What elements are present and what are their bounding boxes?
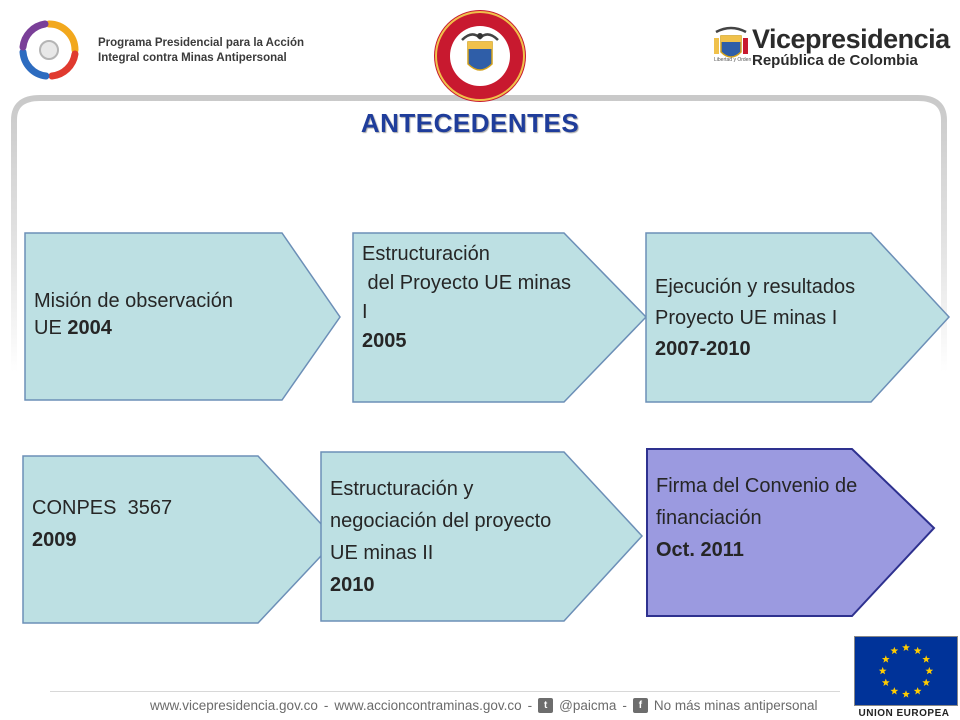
step-2-year: 2005 <box>362 330 407 352</box>
republic-seal-icon <box>432 8 528 104</box>
step-3-line-1: Ejecución y resultados <box>655 276 856 298</box>
paicma-logo <box>18 20 80 80</box>
footer-separator: - <box>527 698 533 713</box>
step-5-year: 2010 <box>330 574 375 596</box>
step-5-line-3: UE minas II <box>330 542 434 564</box>
footer-facebook-page[interactable]: No más minas antipersonal <box>653 698 818 713</box>
step-5-line-1: Estructuración y <box>330 478 474 500</box>
twitter-icon: t <box>538 698 553 713</box>
step-4-year: 2009 <box>32 529 77 551</box>
program-line-2: Integral contra Minas Antipersonal <box>98 52 287 64</box>
eu-flag-icon <box>854 636 958 706</box>
step-2-line-3: I <box>362 301 368 323</box>
step-1-year: 2004 <box>67 317 112 339</box>
step-4-line-1: CONPES 3567 <box>32 497 173 519</box>
footer-site-accioncontraminas[interactable]: www.accioncontraminas.gov.co <box>334 698 522 713</box>
footer-twitter-handle[interactable]: @paicma <box>559 698 617 713</box>
footer-separator: - <box>622 698 627 713</box>
footer-site-vicepresidencia[interactable]: www.vicepresidencia.gov.co <box>150 698 318 713</box>
step-mision-2004 <box>24 232 342 402</box>
eu-caption: UNION EUROPEA <box>858 708 950 719</box>
facebook-icon: f <box>633 698 648 713</box>
step-estructuracion-2005 <box>352 232 648 404</box>
program-line-1: Programa Presidencial para la Acción <box>98 37 305 49</box>
program-name <box>98 36 304 66</box>
step-ejecucion-2007-2010 <box>645 232 951 404</box>
step-6-line-1: Firma del Convenio de <box>656 475 858 497</box>
footer-links <box>150 698 817 713</box>
vice-subtitle: República de Colombia <box>752 52 918 69</box>
step-conpes-2009 <box>22 455 338 625</box>
step-6-date: Oct. 2011 <box>656 539 744 561</box>
step-1-bold-prefix: UE <box>34 317 68 339</box>
step-3-year: 2007-2010 <box>655 338 751 360</box>
vice-title: Vicepresidencia <box>752 24 950 54</box>
footer-divider <box>50 691 840 692</box>
vice-motto: Libertad y Orden <box>714 57 752 63</box>
step-6-line-2: financiación <box>656 507 762 529</box>
step-2-line-2: del Proyecto UE minas <box>362 272 571 294</box>
step-firma-convenio-2011 <box>646 448 936 618</box>
step-5-line-2: negociación del proyecto <box>330 510 552 532</box>
step-negociacion-2010 <box>320 451 644 623</box>
page-title: ANTECEDENTES <box>360 108 580 138</box>
footer-separator: - <box>323 698 329 713</box>
step-3-line-2: Proyecto UE minas I <box>655 307 838 329</box>
step-1-line-1: Misión de observación <box>34 290 233 312</box>
step-2-line-1: Estructuración <box>362 243 490 265</box>
